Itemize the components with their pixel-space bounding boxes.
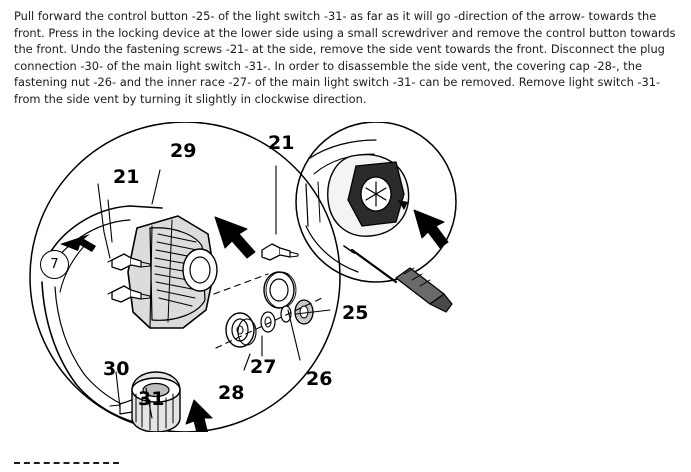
label-25: 25 — [342, 302, 369, 324]
plug-connection-30 — [120, 400, 132, 414]
screwdriver-shaft — [352, 250, 396, 282]
label-27: 27 — [250, 356, 277, 378]
label-29: 29 — [170, 140, 197, 162]
exploded-view-figure — [0, 122, 691, 432]
fastening-nut-26 — [264, 272, 294, 308]
direction-arrow-3 — [414, 210, 448, 248]
figure-callout-number: 7 — [40, 250, 69, 279]
vent-bezel — [183, 249, 217, 291]
figure-drawing — [0, 122, 691, 432]
direction-arrow-1 — [215, 217, 255, 258]
instruction-text-block — [14, 8, 682, 108]
direction-arrow-2 — [186, 400, 212, 432]
label-28: 28 — [218, 382, 245, 404]
label-30: 30 — [103, 358, 130, 380]
label-31: 31 — [138, 388, 165, 410]
label-21-top: 21 — [268, 132, 295, 154]
instruction-paragraph: Pull forward the control button -25- of the light switch -31- as far as it will go -direction of the arrow- towards the front. Press in the locking device at the lower side using a small screwdriver and remove the control button towards the front. Undo the fastening screws -21- at the side, remove the side vent towards the front. Disconnect the plug connection -30- of the main light switch -31-. In order to disassemble the side vent, the covering cap -28-, the fastening nut -26- and the inner race -27- of the main light switch -31- can be removed. Remove light switch -31- from the side vent by turning it slightly in clockwise direction. — [14, 9, 676, 106]
footer-divider — [14, 462, 119, 464]
label-21-left: 21 — [113, 166, 140, 188]
screw-21-upper — [262, 244, 298, 260]
label-26: 26 — [306, 368, 333, 390]
